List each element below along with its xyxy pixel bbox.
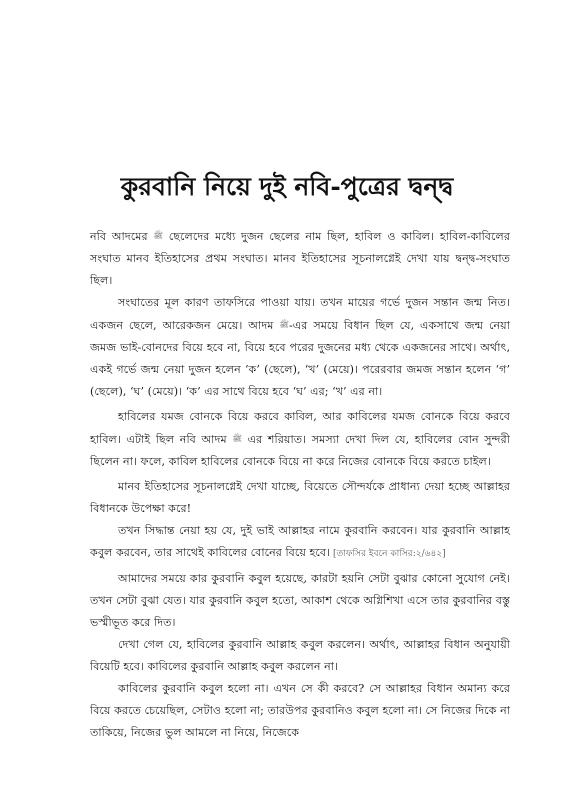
chapter-body bbox=[90, 225, 510, 744]
paragraph-7 bbox=[90, 634, 510, 678]
citation: [তাফসির ইবনে কাসির:২/৬৪২] bbox=[330, 549, 446, 559]
paragraph-4 bbox=[90, 476, 510, 520]
chapter-title: কুরবানি নিয়ে দুই নবি-পুত্রের দ্বন্দ্ব bbox=[120, 171, 454, 201]
paragraph-1 bbox=[90, 225, 510, 292]
salutation-symbol: ﷺ bbox=[279, 320, 289, 329]
paragraph-6-text: আমাদের সময়ে কার কুরবানি কবুল হয়েছে, কারটা হয়নি সেটা বুঝার কোনো সুযোগ নেই। তখন সেটা বুঝা যেত। যার কুরবানি কবুল হতো, আকাশ থেকে অগ্নিশিখা এসে তার কুরবানির বস্তু ভস্মীভূত করে দিত। bbox=[90, 572, 510, 629]
paragraph-5-text: তখন সিদ্ধান্ত নেয়া হয় যে, দুই ভাই আল্লাহর নামে কুরবানি করবেন। যার কুরবানি আল্লাহ কবুল করবেন, তার সাথেই কাবিলের বোনের বিয়ে হবে। bbox=[90, 524, 510, 559]
paragraph-4-text: মানব ইতিহাসের সূচনালগ্নেই দেখা যাচ্ছে, বিয়েতে সৌন্দর্যকে প্রাধান্য দেয়া হচ্ছে আল্লাহর বিধানকে উপেক্ষা করে! bbox=[90, 480, 510, 515]
paragraph-8-text: কাবিলের কুরবানি কবুল হলো না। এখন সে কী করবে? সে আল্লাহর বিধান অমান্য করে বিয়ে করতে চেয়েছিল, সেটাও হলো না; তারউপর কুরবানিও কবুল হলো না। সে নিজের দিকে না তাকিয়ে, নিজের ভুল আমলে না নিয়ে, নিজেকে bbox=[90, 682, 510, 739]
paragraph-3-text-end: এর শরিয়াত। সমস্যা দেখা দিল যে, হাবিলের বোন সুন্দরী ছিলেন না। ফলে, কাবিল হাবিলের বোনকে বিয়ে না করে নিজের বোনকে বিয়ে করতে চাইল। bbox=[90, 433, 510, 468]
paragraph-2-text-end: -এর সময়ে বিধান ছিল যে, একসাথে জন্ম নেয়া জমজ ভাই-বোনদের বিয়ে হবে না, বিয়ে হবে পরের দুজনের মধ্য থেকে একজনের সাথে। অর্থাৎ, একই গর্ভে জন্ম নেয়া দুজন হলেন ‘ক’ (ছেলে), ‘খ’ (মেয়ে)। পরেরবার জমজ সন্তান হলেন ‘গ’ (ছেলে), ‘ঘ’ (মেয়ে)। ‘ক’ এর সাথে বিয়ে হবে ‘ঘ’ এর; ‘খ’ এর না। bbox=[90, 319, 510, 398]
paragraph-2-text-start: সংঘাতের মূল কারণ তাফসিরে পাওয়া যায়। তখন মায়ের গর্ভে দুজন সন্তান জন্ম নিত। একজন ছেলে, আরেকজন মেয়ে। আদম bbox=[90, 296, 510, 332]
salutation-symbol: ﷺ bbox=[232, 434, 242, 443]
salutation-symbol: ﷺ bbox=[153, 231, 163, 240]
paragraph-1-text-start: নবি আদমের bbox=[90, 230, 148, 243]
paragraph-8 bbox=[90, 678, 510, 744]
paragraph-3 bbox=[90, 406, 510, 473]
paragraph-7-text: দেখা গেল যে, হাবিলের কুরবানি আল্লাহ কবুল করলেন। অর্থাৎ, আল্লাহর বিধান অনুযায়ী বিয়েটি হবে। কাবিলের কুরবানি আল্লাহ কবুল করলেন না। bbox=[90, 638, 510, 673]
paragraph-1-text-end: ছেলেদের মধ্যে দুজন ছেলের নাম ছিল, হাবিল ও কাবিল। হাবিল-কাবিলের সংঘাত মানব ইতিহাসের প্রথম সংঘাত। মানব ইতিহাসের সূচনালগ্নেই দেখা যায় দ্বন্দ্ব-সংঘাত ছিল। bbox=[90, 230, 510, 287]
paragraph-5 bbox=[90, 520, 510, 565]
paragraph-3-text-start: হাবিলের যমজ বোনকে বিয়ে করবে কাবিল, আর কাবিলের যমজ বোনকে বিয়ে করবে হাবিল। এটাই ছিল নবি আদম bbox=[90, 410, 510, 446]
paragraph-6 bbox=[90, 568, 510, 634]
paragraph-2 bbox=[90, 292, 510, 403]
